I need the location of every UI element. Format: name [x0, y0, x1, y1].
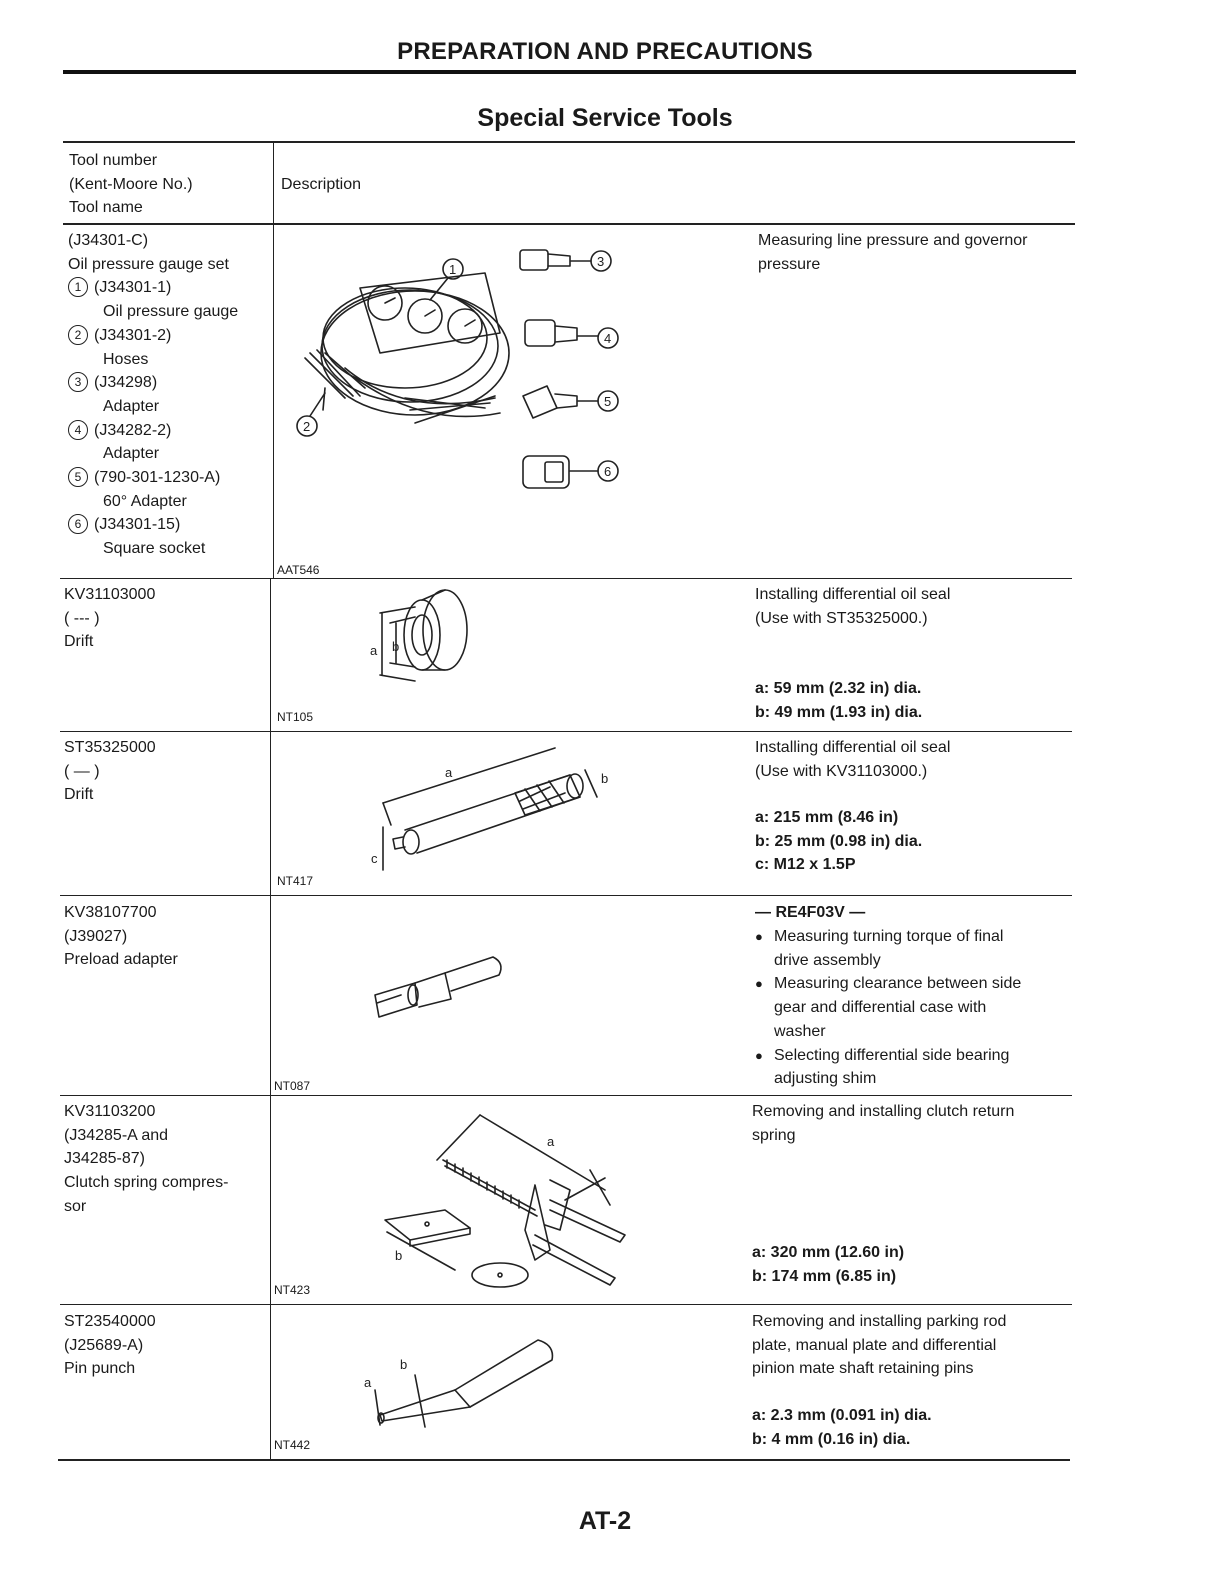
bullet-item: ● Selecting differential side bearing [774, 1044, 1021, 1068]
dimension-label: a [370, 643, 378, 658]
description-cell: Installing differential oil seal (Use with ST35325000.) [755, 586, 951, 627]
drift-rod-illustration [365, 745, 625, 875]
part-number-circle: 2 [68, 325, 88, 345]
callout-label: 6 [604, 464, 612, 479]
bullet-item: ● Measuring turning torque of final [774, 925, 1021, 949]
dimension-label: a [445, 765, 453, 780]
callout-label: 2 [303, 419, 311, 434]
spec-list: a: 320 mm (12.60 in) b: 174 mm (6.85 in) [752, 1244, 905, 1285]
figure-code: AAT546 [277, 563, 320, 577]
description-cell: Removing and installing parking rod plate, manual plate and differential pinion mate shaft retaining pins [752, 1313, 1007, 1378]
figure-code: NT423 [274, 1283, 311, 1297]
tool-name-cell: KV31103000 ( --- ) Drift [64, 586, 156, 651]
part-number-circle: 3 [68, 372, 88, 392]
part-number-circle: 5 [68, 467, 88, 487]
dimension-label: a [364, 1375, 372, 1390]
row-divider [60, 731, 1072, 732]
tool-name-cell: ST35325000 ( — ) Drift [64, 739, 156, 804]
callout-label: 1 [449, 262, 457, 277]
table-top-rule [63, 141, 1075, 143]
row-divider [60, 578, 1072, 579]
oil-pressure-gauge-set-illustration [285, 228, 645, 558]
bullet-list: ● Measuring turning torque of final drive assembly ● Measuring clearance between side gear and differential case with washer ● Selecting differential side bearing adjusting shim [774, 925, 1021, 1091]
column-divider [270, 578, 271, 1460]
page-number: AT-2 [578, 1507, 632, 1535]
section-title: Special Service Tools [477, 104, 733, 132]
callout-label: 5 [604, 394, 612, 409]
table-bottom-rule [58, 1459, 1070, 1461]
figure-code: NT442 [274, 1438, 311, 1452]
drift-illustration [360, 585, 480, 695]
part-number-circle: 4 [68, 420, 88, 440]
row-divider [60, 1095, 1072, 1096]
page-header-title: PREPARATION AND PRECAUTIONS [397, 38, 813, 65]
preload-adapter-illustration [365, 945, 515, 1030]
callout-label: 3 [597, 254, 605, 269]
spec-list: a: 215 mm (8.46 in) b: 25 mm (0.98 in) dia. c: M12 x 1.5P [755, 809, 923, 874]
description-cell: Removing and installing clutch return spring [752, 1103, 1015, 1144]
part-number-circle: 6 [68, 514, 88, 534]
callout-label: 4 [604, 331, 612, 346]
figure-code: NT105 [277, 710, 314, 724]
clutch-spring-compressor-illustration [375, 1110, 640, 1300]
tool-column-header: Tool number (Kent-Moore No.) Tool name [69, 152, 193, 217]
tool-name-cell: KV31103200 (J34285-A and J34285-87) Clutch spring compres- sor [64, 1103, 229, 1215]
dimension-label: c [371, 851, 378, 866]
description-cell: Installing differential oil seal (Use with KV31103000.) [755, 739, 951, 780]
column-divider [273, 143, 274, 578]
spec-list: a: 59 mm (2.32 in) dia. b: 49 mm (1.93 in) dia. [755, 680, 923, 721]
header-bottom-rule [63, 223, 1075, 225]
row-divider [60, 895, 1072, 896]
dimension-label: b [392, 639, 400, 654]
description-cell: Measuring line pressure and governor pressure [758, 232, 1028, 273]
row-divider [60, 1304, 1072, 1305]
tool-name-cell: ST23540000 (J25689-A) Pin punch [64, 1313, 156, 1378]
dimension-label: b [395, 1248, 403, 1263]
part-number-circle: 1 [68, 277, 88, 297]
description-column-header: Description [281, 176, 362, 193]
dimension-label: a [547, 1134, 555, 1149]
figure-code: NT087 [274, 1079, 311, 1093]
bullet-item: ● Measuring clearance between side [774, 972, 1021, 996]
spec-list: a: 2.3 mm (0.091 in) dia. b: 4 mm (0.16 in) dia. [752, 1407, 932, 1448]
description-cell: — RE4F03V — [755, 904, 866, 921]
figure-code: NT417 [277, 874, 314, 888]
dimension-label: b [400, 1357, 408, 1372]
header-rule [63, 70, 1076, 74]
dimension-label: b [601, 771, 609, 786]
tool-name-cell: (J34301-C) Oil pressure gauge set 1 (J34301-1) Oil pressure gauge 2 (J34301-2) Hoses 3 (J34298) Adapter 4 (J34282-2) Adapter 5 (790-301-1230-A) 60° Adapter 6 (J34301-15) Square socket [68, 232, 239, 558]
pin-punch-illustration [360, 1335, 570, 1435]
tool-name-cell: KV38107700 (J39027) Preload adapter [64, 904, 178, 969]
